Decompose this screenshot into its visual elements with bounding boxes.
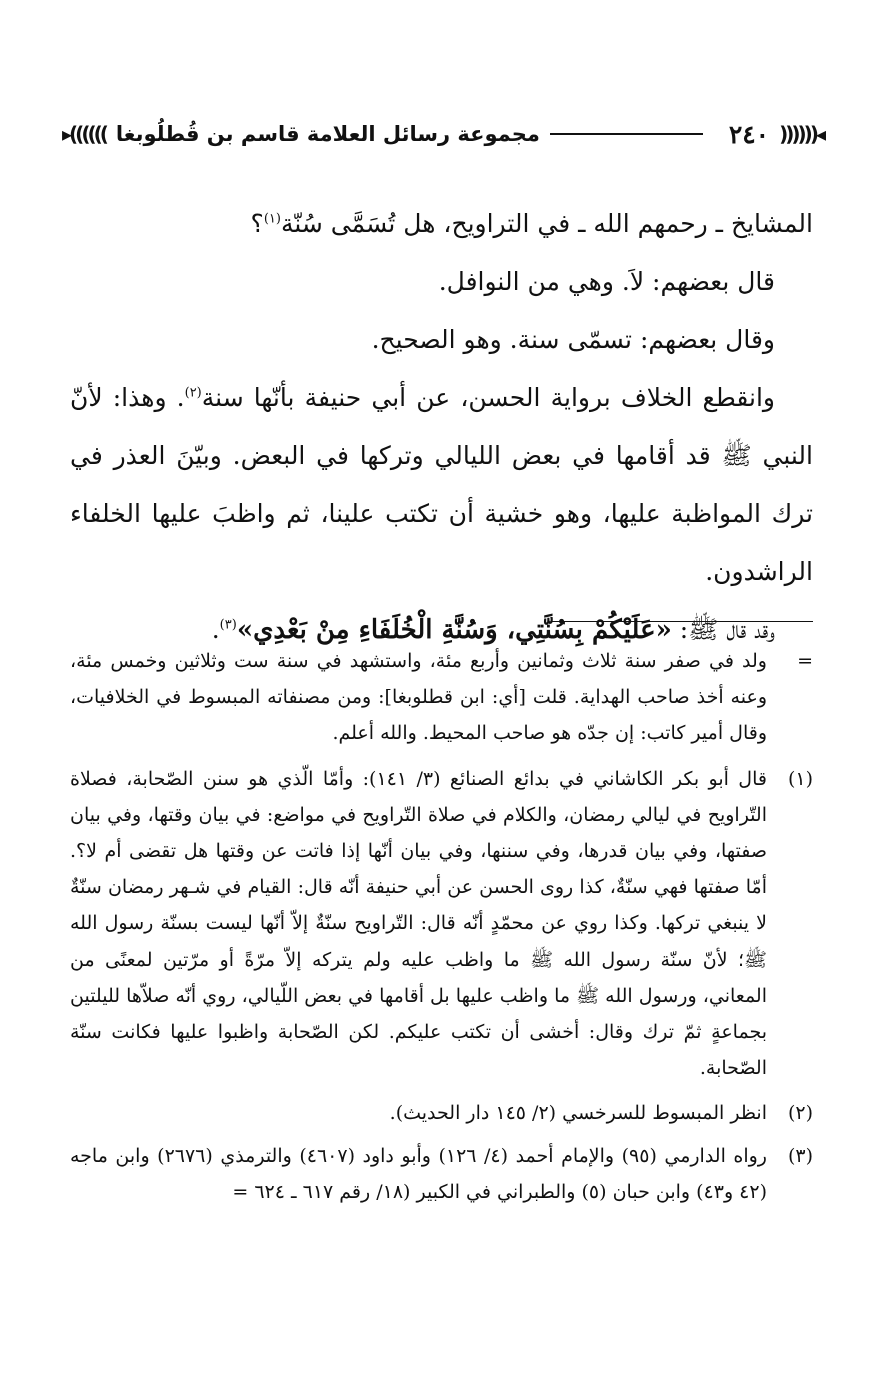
main-text <box>70 195 813 659</box>
footnote-ref-2[interactable]: (٢) <box>184 385 202 401</box>
footnote-text: ولد في صفر سنة ثلاث وثمانين وأربع مئة، واستشهد في سنة ست وثلاثين وخمس مئة، وعنه أخذ صاحب الهداية. قلت [أي: ابن قطلوبغا]: ومن مصنفاته المبسوط في الخلافيات، وقال أمير كاتب: إن جدّه هو صاحب المحيط. والله أعلم. <box>70 650 767 745</box>
paragraph-1: المشايخ ـ رحمهم الله ـ في التراويح، هل تُسَمَّى سُنّة$^{(١)}$؟ <box>250 209 813 238</box>
footnote-mark: (٣) <box>787 1144 813 1167</box>
paragraph-5: وقد قال ﷺ: «عَلَيْكُمْ بِسُنَّتِي، وَسُنَّةِ الْخُلَفَاءِ مِنْ بَعْدِي»$^{(٣)}$. <box>211 615 775 645</box>
hadith-quote: «عَلَيْكُمْ بِسُنَّتِي، وَسُنَّةِ الْخُلَفَاءِ مِنْ بَعْدِي» <box>236 615 672 645</box>
header-rule <box>550 133 703 135</box>
footnote-text: رواه الدارمي (٩٥) والإمام أحمد (٤/ ١٢٦) وأبو داود (٤٦٠٧) والترمذي (٢٦٧٦) وابن ماجه (٤٢ و٤٣) وابن حبان (٥) والطبراني في الكبير (١٨/ رقم ٦١٧ ـ ٦٢٤ = <box>70 1144 767 1203</box>
footnote-separator <box>551 621 813 622</box>
footnote-mark: (٢) <box>787 1102 813 1125</box>
header-ornament-left: ))))))▸ <box>62 122 106 146</box>
footnote-2 <box>70 1095 813 1131</box>
footnote-continued <box>70 643 813 752</box>
footnote-1 <box>70 761 813 1087</box>
footnote-text: انظر المبسوط للسرخسي (٢/ ١٤٥ دار الحديث). <box>389 1102 767 1125</box>
header-ornament-right: ◂(((((( <box>779 122 823 146</box>
paragraph-2: قال بعضهم: لاَ. وهي من النوافل. <box>438 267 775 296</box>
footnote-text: قال أبو بكر الكاشاني في بدائع الصنائع (٣/ ١٤١): وأمّا الّذي هو سنن الصّحابة، فصلاة التّراويح في ليالي رمضان، والكلام في صلاة التّراويح في مواضع: في بيان وقتها، وفي بيان صفتها، وفي بيان قدرها، وفي سننها، وفي بيان أنّها إذا فاتت عن وقتها هل تقضى أم لا؟. أمّا صفتها فهي سنّةٌ، كذا روى الحسن عن أبي حنيفة أنّه قال: القيام في شـهر رمضان سنّةٌ لا ينبغي تركها. وكذا روي عن محمّدٍ أنّه قال: التّراويح سنّةٌ إلاّ أنّها ليست بسنّة رسول الله ﷺ؛ لأنّ سنّة رسول الله ﷺ ما واظب عليه ولم يتركه إلاّ مرّةً أو مرّتين لمعنًى من المعاني، ورسول الله ﷺ ما واظب عليها بل أقامها في بعض اللّيالي، روي أنّه صلاّها لليلتين بجماعةٍ ثمّ ترك وقال: أخشى أن تكتب عليكم. لكن الصّحابة واظبوا عليها فكانت سنّة الصّحابة. <box>70 767 767 1080</box>
footnote-ref-3[interactable]: (٣) <box>219 617 237 633</box>
paragraph-4: وانقطع الخلاف برواية الحسن، عن أبي حنيفة بأنّها سنة$^{(٢)}$. وهذا: لأنّ النبي ﷺ قد أقامها في بعض الليالي وتركها في البعض. وبيّنَ العذر في ترك المواظبة عليها، وهو خشية أن تكتب علينا، ثم واظبَ عليها الخلفاء الراشدون. <box>70 383 813 586</box>
footnote-mark: (١) <box>787 767 813 790</box>
footnotes <box>70 643 813 1219</box>
footnote-ref-1[interactable]: (١) <box>263 211 281 227</box>
book-title: مجموعة رسائل العلامة قاسم بن قُطلُوبغا <box>115 122 540 146</box>
footnote-mark: = <box>797 650 813 672</box>
footnote-3 <box>70 1138 813 1210</box>
page-number: ٢٤٠ <box>728 119 770 149</box>
running-header <box>62 117 823 151</box>
paragraph-3: وقال بعضهم: تسمّى سنة. وهو الصحيح. <box>371 325 775 354</box>
